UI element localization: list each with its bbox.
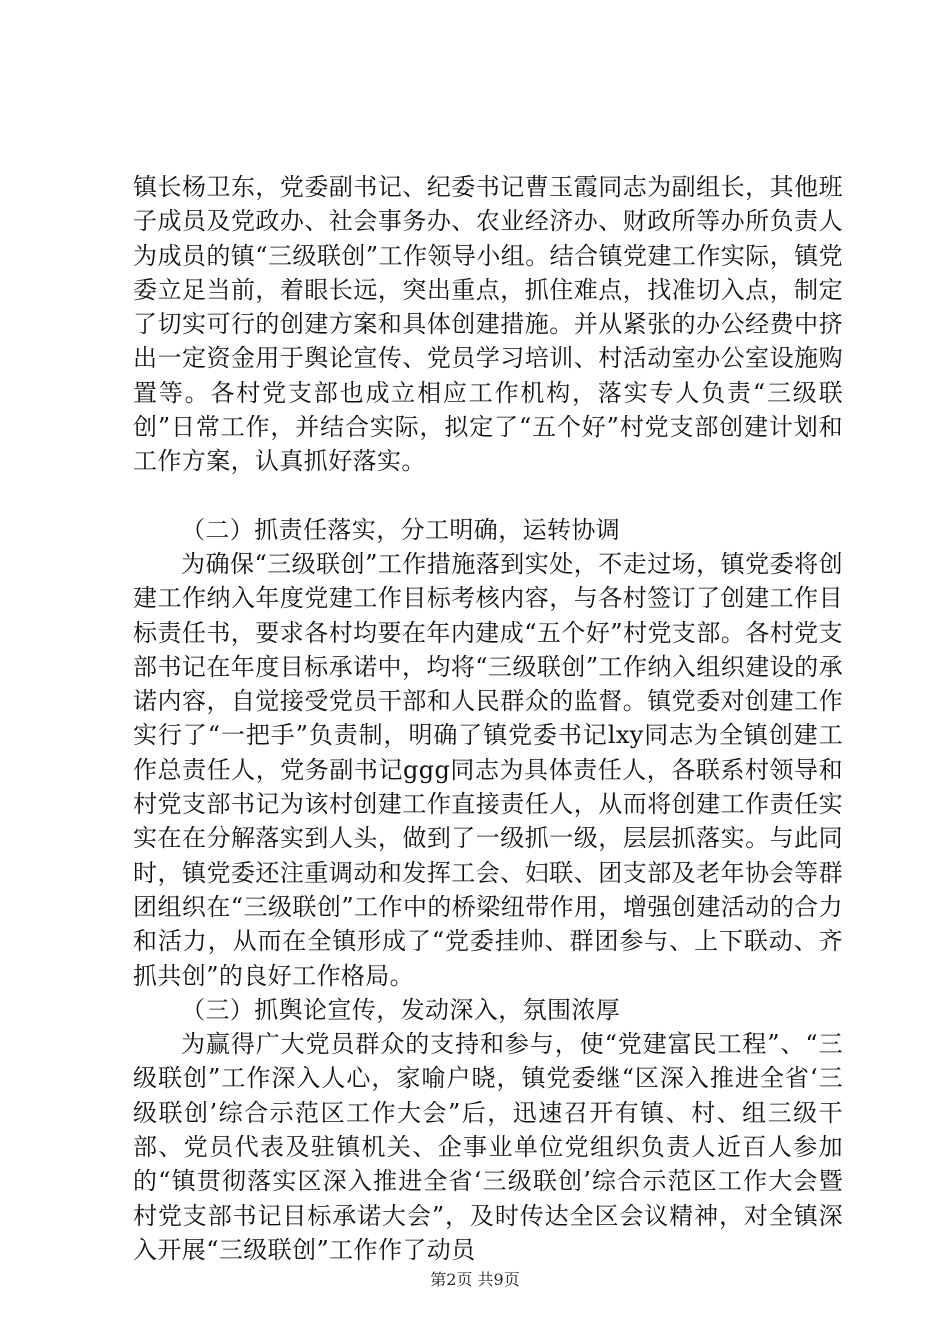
section-heading-publicity: （三）抓舆论宣传，发动深入，氛围浓厚 [181,995,621,1024]
paragraph-gap [133,479,843,513]
page-footer: 第2页 共9页 [430,1270,520,1289]
paragraph-responsibility: 为确保“三级联创”工作措施落到实处，不走过场，镇党委将创建工作纳入年度党建工作目标考核内容，与各村签订了创建工作目标责任书，要求各村均要在年内建成“五个好”村党支部。各村党支部书记在年度目标承诺中，均将“三级联创”工作纳入组织建设的承诺内容，自觉接受党员干部和人民群众的监督。镇党委对创建工作实行了“一把手”负责制，明确了镇党委书记lxy同志为全镇创建工作总责任人，党务副书记ggg同志为具体责任人，各联系村领导和村党支部书记为该村创建工作直接责任人，从而将创建工作责任实实在在分解落实到人头，做到了一级抓一级，层层抓落实。与此同时，镇党委还注重调动和发挥工会、妇联、团支部及老年协会等群团组织在“三级联创”工作中的桥梁纽带作用，增强创建活动的合力和活力，从而在全镇形成了“党委挂帅、群团参与、上下联动、齐抓共创”的良好工作格局。 [133,549,843,990]
document-body [133,170,843,1267]
paragraph-leadership-group: 镇长杨卫东，党委副书记、纪委书记曹玉霞同志为副组长，其他班子成员及党政办、社会事务办、农业经济办、财政所等办所负责人为成员的镇“三级联创”工作领导小组。结合镇党建工作实际，镇党委立足当前，着眼长远，突出重点，抓住难点，找准切入点，制定了切实可行的创建方案和具体创建措施。并从紧张的办公经费中挤出一定资金用于舆论宣传、党员学习培训、村活动室办公室设施购置等。各村党支部也成立相应工作机构，落实专人负责“三级联创”日常工作，并结合实际，拟定了“五个好”村党支部创建计划和工作方案，认真抓好落实。 [133,173,843,476]
section-heading-responsibility: （二）抓责任落实，分工明确，运转协调 [181,515,621,544]
paragraph-publicity: 为赢得广大党员群众的支持和参与，使“党建富民工程”、“三级联创”工作深入人心，家喻户晓，镇党委继“区深入推进全省‘三级联创’综合示范区工作大会”后，迅速召开有镇、村、组三级干部、党员代表及驻镇机关、企事业单位党组织负责人近百人参加的“镇贯彻落实区深入推进全省‘三级联创’综合示范区工作大会暨村党支部书记目标承诺大会”，及时传达全区会议精神，对全镇深入开展“三级联创”工作作了动员 [133,1030,843,1264]
